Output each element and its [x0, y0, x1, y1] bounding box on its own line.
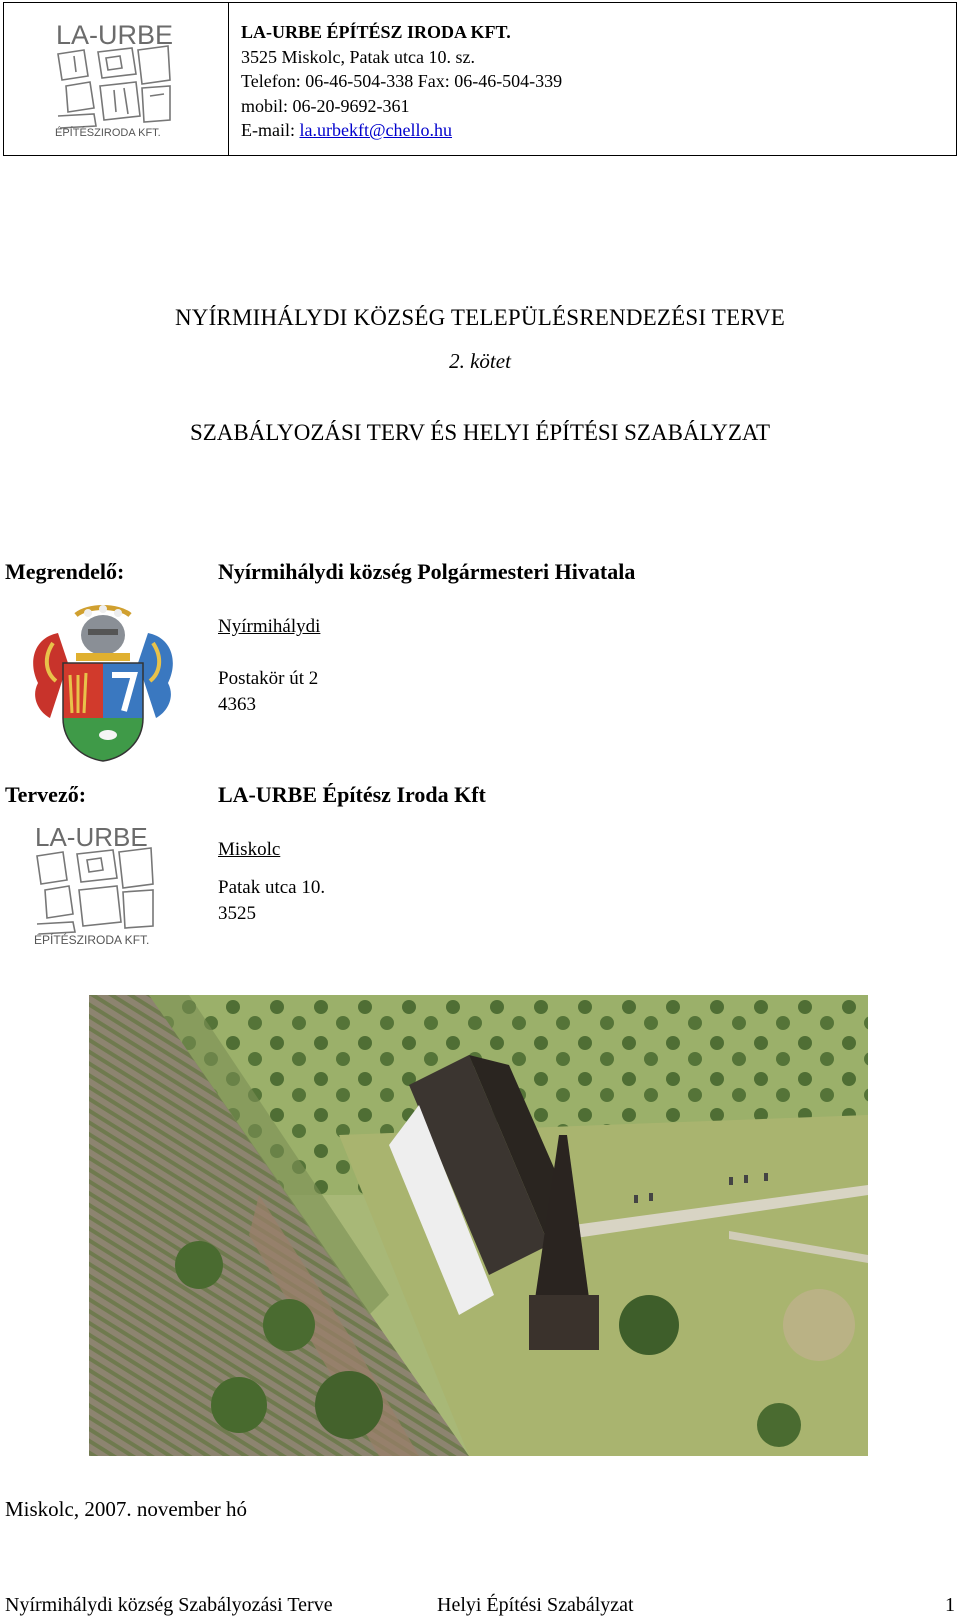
- firm-name: LA-URBE ÉPÍTÉSZ IRODA KFT.: [241, 22, 511, 42]
- email-label: E-mail:: [241, 120, 300, 140]
- firm-email-line: [241, 118, 562, 143]
- header-divider: [228, 2, 229, 156]
- designer-logo: [33, 820, 158, 948]
- client-zip: 4363: [218, 694, 256, 715]
- header-contact-block: [241, 20, 562, 143]
- email-link[interactable]: la.urbekft@chello.hu: [299, 120, 453, 140]
- designer-logo-text-top: LA-URBE: [35, 822, 148, 852]
- logo-text-top: LA-URBE: [56, 20, 174, 50]
- client-label: Megrendelő:: [5, 559, 125, 584]
- aerial-church-photo: [89, 995, 868, 1456]
- designer-label: Tervező:: [5, 782, 87, 807]
- document-volume: 2. kötet: [449, 349, 511, 373]
- page-number: 1: [945, 1594, 955, 1616]
- la-urbe-logo: [54, 16, 174, 140]
- document-subtitle: SZABÁLYOZÁSI TERV ÉS HELYI ÉPÍTÉSI SZABÁLYZAT: [189, 420, 771, 445]
- coat-of-arms-image: [28, 603, 178, 763]
- designer-zip: 3525: [218, 903, 256, 924]
- footer-left-text: Nyírmihálydi község Szabályozási Terve: [5, 1594, 333, 1616]
- designer-city: Miskolc: [218, 839, 281, 860]
- client-city: Nyírmihálydi: [218, 616, 321, 637]
- logo-text-bottom: ÉPÍTÉSZIRODA KFT.: [55, 127, 161, 139]
- place-and-date: Miskolc, 2007. november hó: [5, 1497, 248, 1521]
- client-name: Nyírmihálydi község Polgármesteri Hivatala: [218, 559, 636, 584]
- client-address: Postakör út 2: [218, 668, 319, 689]
- firm-phone-fax: Telefon: 06-46-504-338 Fax: 06-46-504-339: [241, 71, 563, 91]
- designer-address: Patak utca 10.: [218, 877, 326, 898]
- firm-mobile: mobil: 06-20-9692-361: [241, 95, 410, 116]
- designer-name: LA-URBE Építész Iroda Kft: [218, 782, 486, 807]
- designer-logo-text-bottom: ÉPÍTÉSZIRODA KFT.: [34, 933, 150, 947]
- footer-middle-text: Helyi Építési Szabályzat: [437, 1594, 634, 1616]
- document-title: NYÍRMIHÁLYDI KÖZSÉG TELEPÜLÉSRENDEZÉSI TERVE: [174, 305, 786, 330]
- firm-address: 3525 Miskolc, Patak utca 10. sz.: [241, 46, 475, 67]
